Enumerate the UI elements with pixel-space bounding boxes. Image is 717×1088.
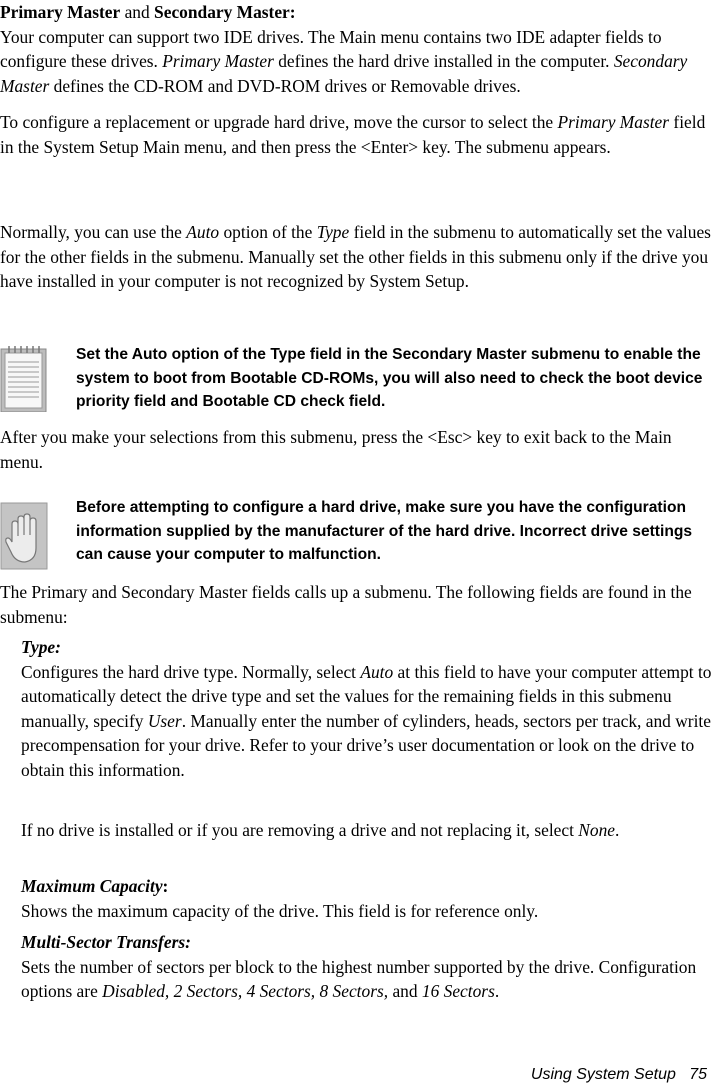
max-capacity-description — [21, 874, 713, 923]
auto-option-paragraph: Normally, you can use the Auto option of the Type field in the submenu to automatically set the values for the other fields in the submenu. Manually set the other fields in this submenu only if the drive you have installed in your computer is not recognized by System Setup. — [0, 222, 711, 291]
section-heading: Primary Master and Secondary Master: — [0, 2, 296, 22]
footer-section-title: Using System Setup — [530, 1066, 676, 1083]
boot-cdrom-note: Set the Auto option of the Type field in the Secondary Master submenu to enable the system to boot from Bootable CD-ROMs, you will also need to check the boot device priority field and Bootable CD check field. — [76, 346, 703, 410]
exit-submenu-paragraph: After you make your selections from this submenu, press the <Esc> key to exit back to the Main menu. — [0, 427, 672, 472]
max-capacity-text: Shows the maximum capacity of the drive. This field is for reference only. — [21, 900, 539, 921]
max-capacity-label: Maximum Capacity: — [21, 876, 169, 896]
multi-sector-description — [21, 930, 713, 1004]
type-field-none-text: If no drive is installed or if you are removing a drive and not replacing it, select None. — [21, 820, 620, 840]
hard-drive-warning: Before attempting to configure a hard drive, make sure you have the configuration information supplied by the manufacturer of the hard drive. Incorrect drive settings can cause your computer to malfunction. — [76, 499, 693, 563]
hand-stop-icon — [0, 502, 48, 570]
configure-drive-paragraph: To configure a replacement or upgrade hard drive, move the cursor to select the Primary Master field in the System Setup Main menu, and then press the <Enter> key. The submenu appears. — [0, 112, 706, 157]
primary-secondary-master-section — [0, 0, 713, 98]
type-field-description — [21, 635, 713, 782]
multi-sector-label: Multi-Sector Transfers: — [21, 932, 191, 952]
type-field-text: Configures the hard drive type. Normally, select Auto at this field to have your computer attempt to automatically detect the drive type and set the values for the remaining fields in this submenu manually, specify User. Manually enter the number of cylinders, heads, sectors per track, and write precompensation for your drive. Refer to your drive’s user documentation or look on the drive to obtain this information. — [21, 661, 712, 780]
section-intro-paragraph: Your computer can support two IDE drives. The Main menu contains two IDE adapter fields to configure these drives. Primary Master defines the hard drive installed in the computer. Secondary Master defines the CD-ROM and DVD-ROM drives or Removable drives. — [0, 26, 688, 96]
page-number: 75 — [689, 1066, 707, 1083]
type-field-label: Type: — [21, 637, 61, 657]
multi-sector-text: Sets the number of sectors per block to the highest number supported by the drive. Configuration options are Disabled, 2 Sectors, 4 Sectors, 8 Sectors, and 16 Sectors. — [21, 956, 697, 1001]
page-footer — [531, 1066, 707, 1084]
notepad-icon — [0, 344, 48, 412]
submenu-fields-paragraph: The Primary and Secondary Master fields calls up a submenu. The following fields are found in the submenu: — [0, 582, 692, 627]
